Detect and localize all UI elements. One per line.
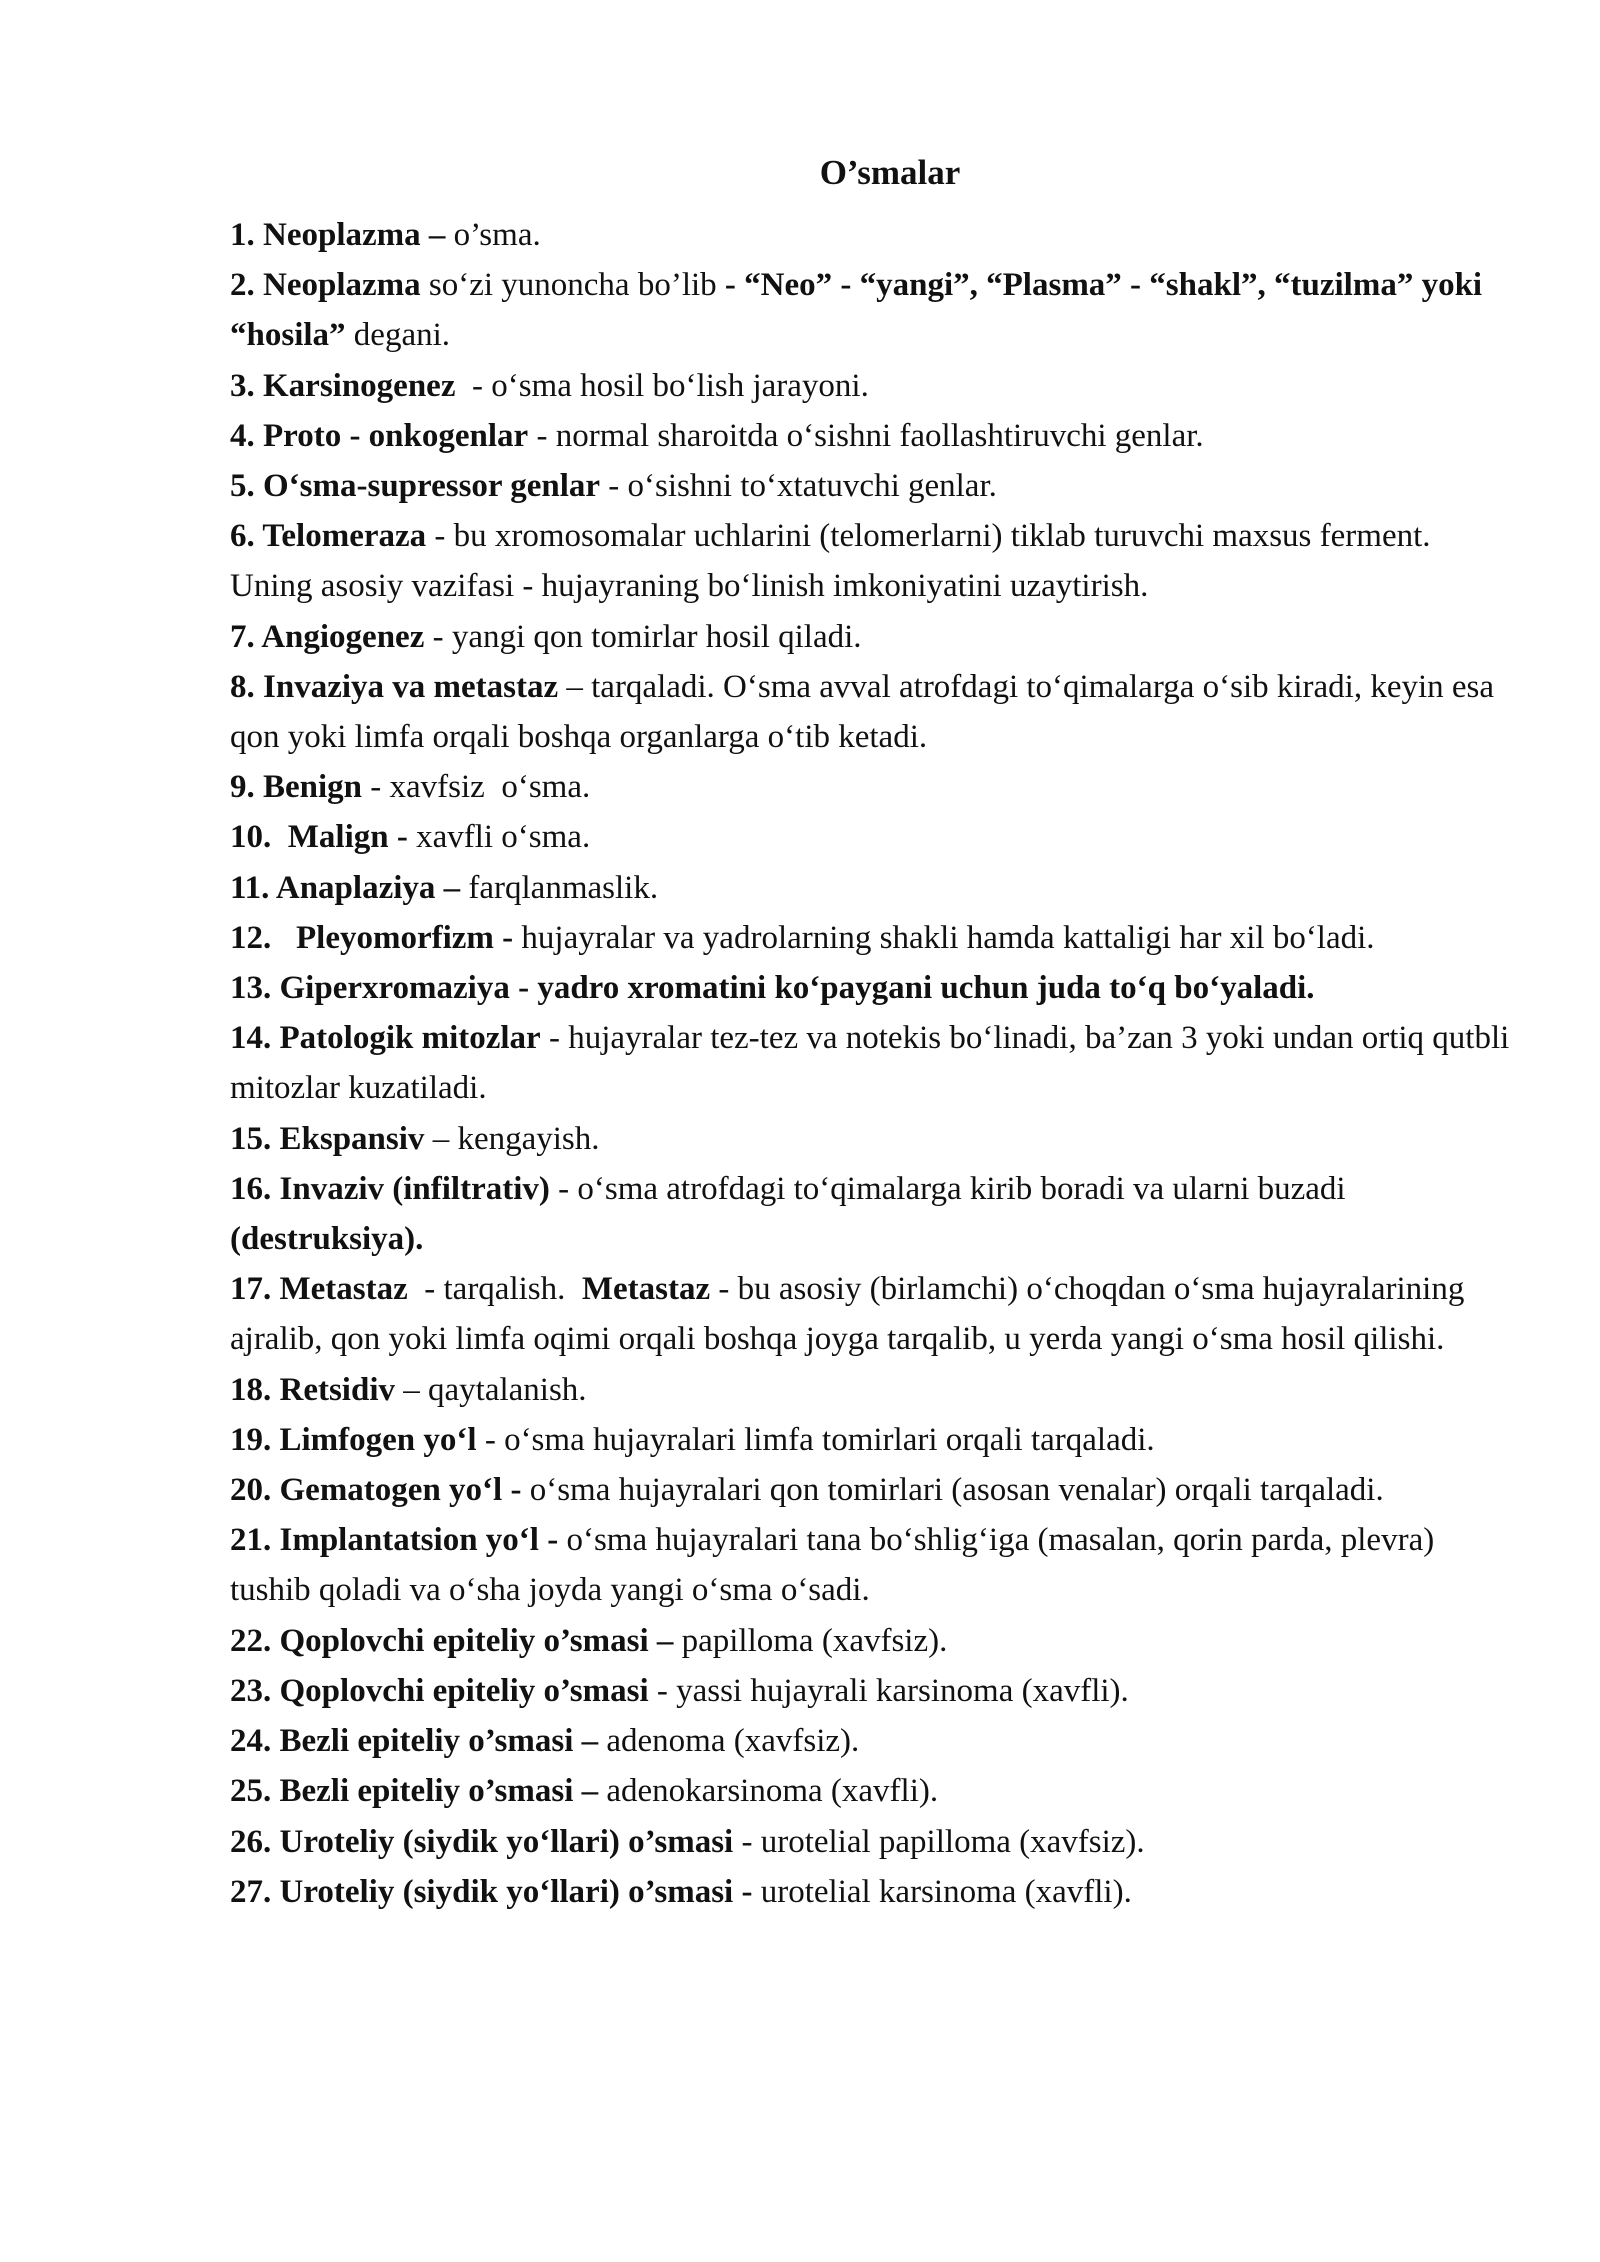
- term-name: Anaplaziya –: [275, 869, 461, 906]
- term-definition: adenokarsinoma (xavfli).: [598, 1773, 939, 1810]
- term-definition: – tarqaladi. O‘sma avval atrofdagi to‘qimalarga o‘sib kiradi, keyin esa qon yoki limfa orqali boshqa organlarga o‘tib ketadi.: [230, 668, 1503, 756]
- item-number: 11.: [230, 869, 276, 906]
- term-name: Giperxromaziya - yadro xromatini ko‘paygani uchun juda to‘q bo‘yaladi.: [279, 970, 1315, 1007]
- list-item: [230, 1013, 1518, 1113]
- term-name: Metastaz: [279, 1271, 408, 1308]
- list-item: [230, 260, 1510, 360]
- list-item: [230, 511, 1510, 611]
- term-definition: o‘sma hujayralari tana bo‘shlig‘iga (masalan, qorin parda, plevra) tushib qoladi va o‘sha joyda yangi o‘sma o‘sadi.: [230, 1522, 1443, 1609]
- term-definition: - o‘sma atrofdagi to‘qimalarga kirib boradi va ularni buzadi: [549, 1170, 1354, 1207]
- item-number: 7.: [230, 618, 262, 655]
- term-name: Neoplazma –: [263, 217, 446, 253]
- list-item: [230, 210, 1510, 260]
- term-name: Angiogenez: [261, 618, 425, 655]
- term-definition: farqlanmaslik.: [460, 869, 659, 906]
- item-number: 27.: [230, 1873, 280, 1910]
- term-definition: - normal sharoitda o‘sishni faollashtiruvchi genlar.: [528, 417, 1204, 454]
- term-name: Patologik mitozlar: [279, 1020, 541, 1057]
- item-number: 21.: [230, 1522, 280, 1559]
- term-definition: - bu xromosomalar uchlarini (telomerlarni) tiklab turuvchi maxsus ferment. Uning asosiy vazifasi - hujayraning bo‘linish imkoniyatini uzaytirish.: [230, 518, 1439, 605]
- list-item: [230, 1264, 1510, 1364]
- terms-list: [230, 210, 1518, 1917]
- term-name: Bezli epiteliy o’smasi –: [279, 1723, 599, 1760]
- page-title: O’smalar: [819, 153, 961, 192]
- term-definition: o‘sma hujayralari qon tomirlari (asosan venalar) orqali tarqaladi.: [521, 1472, 1384, 1509]
- term-definition: – qaytalanish.: [395, 1371, 587, 1408]
- item-number: 20.: [230, 1472, 280, 1509]
- term-name: Limfogen yo‘l: [279, 1421, 477, 1458]
- term-definition: so‘zi yunoncha bo’lib: [420, 267, 725, 304]
- list-item: [230, 1515, 1510, 1615]
- list-item: [230, 913, 1510, 963]
- document-page: [230, 148, 1518, 1917]
- list-item: [230, 1766, 1510, 1816]
- term-name: Karsinogenez: [263, 367, 456, 404]
- term-name: Malign -: [279, 819, 408, 856]
- term-name: Pleyomorfizm -: [279, 919, 514, 956]
- list-item: [230, 662, 1510, 762]
- item-number: 3.: [230, 367, 263, 404]
- term-name: Bezli epiteliy o’smasi –: [279, 1773, 599, 1810]
- list-item: [230, 361, 1510, 411]
- item-number: 16.: [230, 1170, 280, 1207]
- term-definition: o’sma.: [445, 217, 541, 253]
- term-name: Metastaz: [581, 1271, 711, 1308]
- term-name: Qoplovchi epiteliy o’smasi –: [279, 1622, 674, 1659]
- item-number: 24.: [230, 1723, 280, 1760]
- term-definition: - xavfsiz o‘sma.: [362, 769, 591, 806]
- term-definition: - tarqalish.: [407, 1271, 582, 1308]
- term-definition: - urotelial papilloma (xavfsiz).: [733, 1823, 1145, 1860]
- term-name: O‘sma-supressor genlar: [263, 468, 601, 505]
- list-item: [230, 1817, 1510, 1867]
- item-number: 25.: [230, 1773, 280, 1810]
- term-name: Uroteliy (siydik yo‘llari) o’smasi: [279, 1823, 734, 1860]
- list-item: [230, 612, 1510, 662]
- term-name: - “Neo” - “yangi”, “Plasma” - “shakl”, “tuzilma” yoki “hosila”: [230, 267, 1491, 354]
- item-number: 23.: [230, 1672, 280, 1709]
- item-number: 8.: [230, 668, 263, 705]
- term-definition: - o‘sma hujayralari limfa tomirlari orqali tarqaladi.: [476, 1421, 1155, 1458]
- list-item: [230, 1666, 1510, 1716]
- term-name: Proto - onkogenlar: [263, 417, 529, 454]
- term-definition: - yassi hujayrali karsinoma (xavfli).: [648, 1672, 1129, 1709]
- list-item: [230, 1415, 1510, 1465]
- list-item: [230, 1716, 1510, 1766]
- term-definition: - bu asosiy (birlamchi) o‘choqdan o‘sma hujayralarining ajralib, qon yoki limfa oqimi orqali boshqa joyga tarqalib, u yerda yangi o‘sma hosil qilishi.: [230, 1271, 1473, 1358]
- list-item: [230, 812, 1510, 862]
- item-number: 17.: [230, 1271, 280, 1308]
- list-item: [230, 1616, 1510, 1666]
- list-item: [230, 411, 1510, 461]
- term-definition: - yangi qon tomirlar hosil qiladi.: [424, 618, 862, 655]
- item-number: 1.: [230, 217, 263, 253]
- list-item: [230, 963, 1510, 1013]
- item-number: 26.: [230, 1823, 280, 1860]
- term-definition: xavfli o‘sma.: [407, 819, 591, 856]
- term-name: Telomeraza: [262, 518, 427, 555]
- term-name: Uroteliy (siydik yo‘llari) o’smasi -: [279, 1873, 753, 1910]
- item-number: 18.: [230, 1371, 280, 1408]
- list-item: [230, 1164, 1510, 1264]
- term-definition: - o‘sishni to‘xtatuvchi genlar.: [600, 468, 997, 505]
- item-number: 19.: [230, 1421, 280, 1458]
- item-number: 6.: [230, 518, 263, 555]
- term-definition: hujayralar va yadrolarning shakli hamda kattaligi har xil bo‘ladi.: [513, 919, 1375, 956]
- item-number: 5.: [230, 468, 263, 505]
- list-item: [230, 461, 1510, 511]
- term-definition: - o‘sma hosil bo‘lish jarayoni.: [455, 367, 869, 404]
- list-item: [230, 1365, 1510, 1415]
- term-name: Qoplovchi epiteliy o’smasi: [279, 1672, 649, 1709]
- term-definition: adenoma (xavfsiz).: [598, 1723, 860, 1760]
- item-number: 2.: [230, 267, 263, 304]
- item-number: 15.: [230, 1120, 280, 1157]
- item-number: 13.: [230, 970, 280, 1007]
- list-item: [230, 1465, 1510, 1515]
- term-name: Ekspansiv: [279, 1120, 425, 1157]
- term-name: Retsidiv: [279, 1371, 395, 1408]
- item-number: 12.: [230, 919, 280, 956]
- term-definition: – kengayish.: [424, 1120, 600, 1157]
- term-definition: - hujayralar tez-tez va notekis bo‘linadi, ba’zan 3 yoki undan ortiq qutbli mitozlar kuzatiladi.: [230, 1020, 1518, 1107]
- term-name: (destruksiya).: [230, 1221, 424, 1258]
- list-item: [230, 1867, 1510, 1917]
- term-definition: papilloma (xavfsiz).: [673, 1622, 948, 1659]
- item-number: 14.: [230, 1020, 280, 1057]
- list-item: [230, 762, 1510, 812]
- term-name: Gematogen yo‘l -: [279, 1472, 522, 1509]
- item-number: 10.: [230, 819, 280, 856]
- term-name: Implantatsion yo‘l -: [279, 1522, 559, 1559]
- list-item: [230, 863, 1510, 913]
- item-number: 4.: [230, 417, 263, 454]
- item-number: 9.: [230, 769, 263, 806]
- term-definition: degani.: [345, 317, 451, 354]
- term-name: Neoplazma: [263, 267, 421, 304]
- item-number: 22.: [230, 1622, 280, 1659]
- term-name: Invaziya va metastaz: [263, 668, 559, 705]
- list-item: [230, 1114, 1510, 1164]
- term-definition: urotelial karsinoma (xavfli).: [752, 1873, 1132, 1910]
- term-name: Invaziv (infiltrativ): [279, 1170, 550, 1207]
- term-name: Benign: [263, 769, 363, 806]
